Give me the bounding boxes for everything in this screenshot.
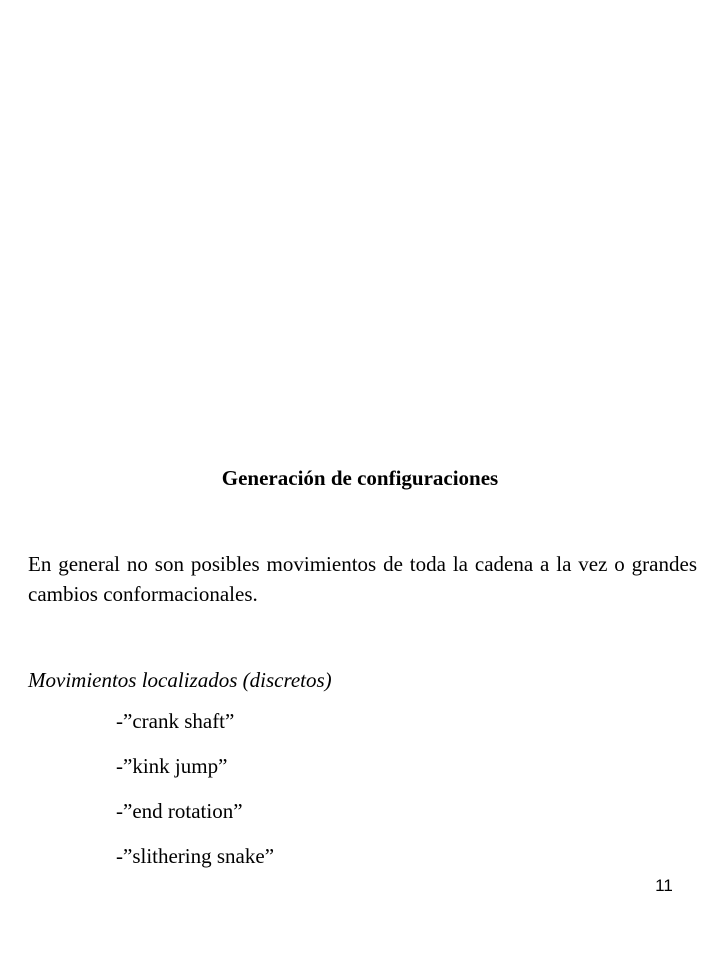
moves-subheading: Movimientos localizados (discretos) [28, 668, 332, 692]
page-number: 11 [655, 876, 673, 895]
list-item: -”end rotation” [116, 799, 243, 823]
list-item: -”crank shaft” [116, 709, 235, 733]
list-item: -”slithering snake” [116, 844, 275, 868]
moves-list [116, 707, 274, 887]
body-paragraph: En general no son posibles movimientos de toda la cadena a la vez o grandes cambios conformacionales. [28, 552, 697, 606]
list-item: -”kink jump” [116, 754, 228, 778]
section-heading: Generación de configuraciones [221, 466, 499, 490]
